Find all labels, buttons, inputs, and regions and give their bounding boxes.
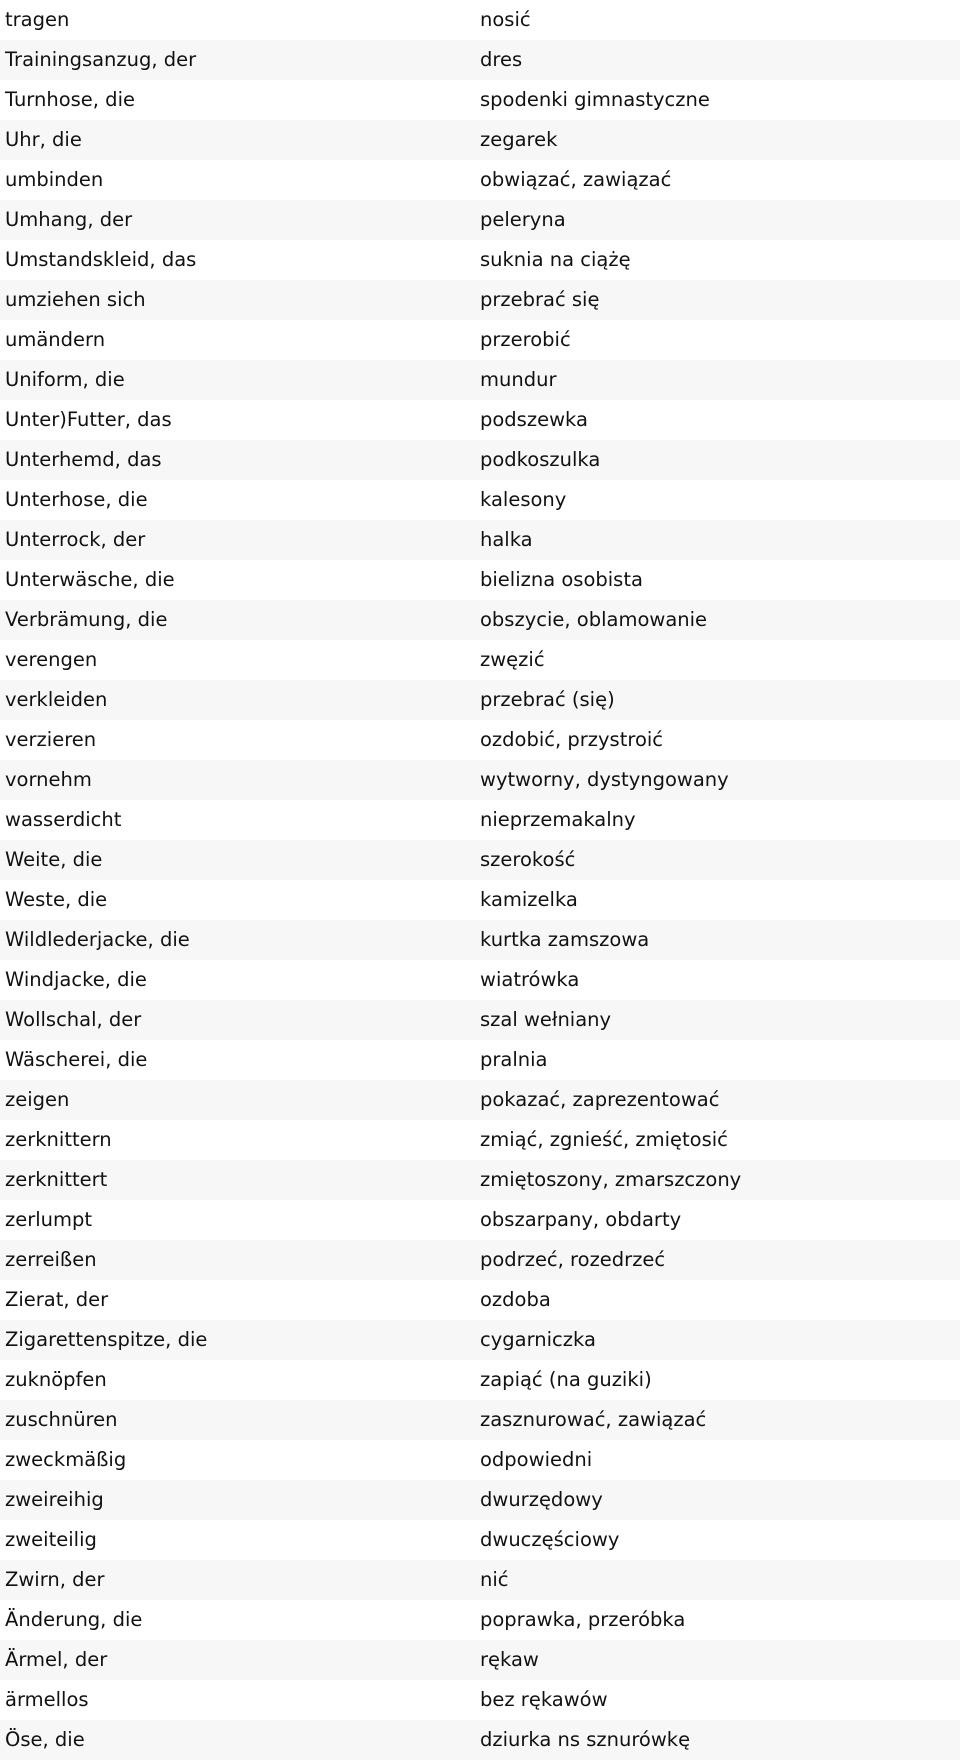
polish-translation: cygarniczka	[478, 1320, 960, 1360]
table-row	[0, 1160, 960, 1200]
polish-translation: dwurzędowy	[478, 1480, 960, 1520]
polish-translation: zasznurować, zawiązać	[478, 1400, 960, 1440]
polish-translation: nosić	[480, 8, 531, 31]
table-row	[0, 1640, 960, 1680]
german-term: umziehen sich	[0, 280, 478, 320]
table-row	[0, 1120, 960, 1160]
table-row	[0, 1240, 960, 1280]
table-row	[0, 640, 960, 680]
german-term: zerreißen	[0, 1240, 478, 1280]
german-term: Windjacke, die	[5, 968, 147, 991]
polish-translation: szal wełniany	[478, 1000, 960, 1040]
german-term: zeigen	[0, 1080, 478, 1120]
german-term: zuschnüren	[0, 1400, 478, 1440]
polish-translation: podrzeć, rozedrzeć	[478, 1240, 960, 1280]
polish-translation: mundur	[478, 360, 960, 400]
table-row	[0, 520, 960, 560]
german-term: Zierat, der	[5, 1288, 109, 1311]
german-term: ärmellos	[5, 1688, 89, 1711]
polish-translation: wiatrówka	[480, 968, 580, 991]
polish-translation: ozdoba	[480, 1288, 551, 1311]
table-row	[0, 1520, 960, 1560]
german-term: Unterrock, der	[0, 520, 478, 560]
table-row	[0, 1600, 960, 1640]
german-term: Uhr, die	[0, 120, 478, 160]
table-row	[0, 80, 960, 120]
table-row	[0, 840, 960, 880]
german-term: Öse, die	[0, 1720, 478, 1760]
table-row	[0, 720, 960, 760]
table-row	[0, 1400, 960, 1440]
german-term: Wildlederjacke, die	[0, 920, 478, 960]
polish-translation: obwiązać, zawiązać	[480, 168, 672, 191]
polish-translation: halka	[478, 520, 960, 560]
table-row	[0, 600, 960, 640]
polish-translation: kalesony	[480, 488, 567, 511]
german-term: zweireihig	[0, 1480, 478, 1520]
polish-translation: obszarpany, obdarty	[480, 1208, 682, 1231]
table-row	[0, 1200, 960, 1240]
table-row	[0, 480, 960, 520]
table-row	[0, 960, 960, 1000]
polish-translation: pralnia	[480, 1048, 548, 1071]
german-term: zweiteilig	[5, 1528, 97, 1551]
table-row	[0, 160, 960, 200]
table-row	[0, 40, 960, 80]
german-term: umbinden	[5, 168, 104, 191]
table-row	[0, 1040, 960, 1080]
table-row	[0, 1080, 960, 1120]
table-row	[0, 1320, 960, 1360]
table-row	[0, 760, 960, 800]
german-term: zerknittert	[0, 1160, 478, 1200]
german-term: Trainingsanzug, der	[0, 40, 478, 80]
table-row	[0, 440, 960, 480]
german-term: zerlumpt	[5, 1208, 93, 1231]
german-term: zerknittern	[5, 1128, 112, 1151]
table-row	[0, 1720, 960, 1760]
polish-translation: podszewka	[480, 408, 588, 431]
polish-translation: przebrać (się)	[478, 680, 960, 720]
polish-translation: zwęzić	[480, 648, 545, 671]
polish-translation: pokazać, zaprezentować	[478, 1080, 960, 1120]
german-term: Unter)Futter, das	[5, 408, 172, 431]
german-term: wasserdicht	[5, 808, 122, 831]
polish-translation: zmiętoszony, zmarszczony	[478, 1160, 960, 1200]
table-row	[0, 1440, 960, 1480]
polish-translation: zmiąć, zgnieść, zmiętosić	[480, 1128, 728, 1151]
german-term: verkleiden	[0, 680, 478, 720]
german-term: Unterwäsche, die	[5, 568, 175, 591]
table-row	[0, 240, 960, 280]
german-term: Ärmel, der	[0, 1640, 478, 1680]
table-row	[0, 880, 960, 920]
german-term: Wäscherei, die	[5, 1048, 148, 1071]
german-term: zweckmäßig	[5, 1448, 127, 1471]
polish-translation: odpowiedni	[480, 1448, 593, 1471]
polish-translation: zegarek	[478, 120, 960, 160]
polish-translation: dres	[478, 40, 960, 80]
table-row	[0, 1000, 960, 1040]
table-row	[0, 200, 960, 240]
german-term: Turnhose, die	[5, 88, 135, 111]
polish-translation: rękaw	[478, 1640, 960, 1680]
polish-translation: przebrać się	[478, 280, 960, 320]
german-term: Zigarettenspitze, die	[0, 1320, 478, 1360]
polish-translation: suknia na ciążę	[480, 248, 631, 271]
german-term: zuknöpfen	[5, 1368, 107, 1391]
german-term: umändern	[5, 328, 106, 351]
polish-translation: szerokość	[478, 840, 960, 880]
german-term: Wollschal, der	[0, 1000, 478, 1040]
polish-translation: bielizna osobista	[480, 568, 643, 591]
german-term: Änderung, die	[5, 1608, 143, 1631]
polish-translation: kamizelka	[480, 888, 578, 911]
table-row	[0, 920, 960, 960]
german-term: verengen	[5, 648, 98, 671]
polish-translation: dwuczęściowy	[480, 1528, 620, 1551]
polish-translation: podkoszulka	[478, 440, 960, 480]
polish-translation: nić	[478, 1560, 960, 1600]
german-term: tragen	[5, 8, 70, 31]
german-term: Unterhemd, das	[0, 440, 478, 480]
table-row	[0, 320, 960, 360]
polish-translation: kurtka zamszowa	[478, 920, 960, 960]
polish-translation: peleryna	[478, 200, 960, 240]
polish-translation: wytworny, dystyngowany	[478, 760, 960, 800]
table-row	[0, 680, 960, 720]
table-row	[0, 1360, 960, 1400]
table-row	[0, 560, 960, 600]
german-term: Weste, die	[5, 888, 108, 911]
table-row	[0, 1560, 960, 1600]
table-row	[0, 0, 960, 40]
table-row	[0, 1680, 960, 1720]
table-row	[0, 120, 960, 160]
polish-translation: spodenki gimnastyczne	[480, 88, 710, 111]
table-row	[0, 400, 960, 440]
german-term: Zwirn, der	[0, 1560, 478, 1600]
german-term: Unterhose, die	[5, 488, 148, 511]
table-row	[0, 360, 960, 400]
german-term: verzieren	[5, 728, 97, 751]
polish-translation: przerobić	[480, 328, 571, 351]
polish-translation: bez rękawów	[480, 1688, 608, 1711]
polish-translation: poprawka, przeróbka	[480, 1608, 686, 1631]
polish-translation: zapiąć (na guziki)	[480, 1368, 652, 1391]
german-term: Uniform, die	[0, 360, 478, 400]
polish-translation: ozdobić, przystroić	[480, 728, 664, 751]
table-row	[0, 800, 960, 840]
table-row	[0, 280, 960, 320]
german-term: Weite, die	[0, 840, 478, 880]
german-term: Umstandskleid, das	[5, 248, 197, 271]
german-term: Umhang, der	[0, 200, 478, 240]
table-row	[0, 1480, 960, 1520]
german-term: vornehm	[0, 760, 478, 800]
table-row	[0, 1280, 960, 1320]
polish-translation: obszycie, oblamowanie	[478, 600, 960, 640]
polish-translation: dziurka ns sznurówkę	[478, 1720, 960, 1760]
german-term: Verbrämung, die	[0, 600, 478, 640]
polish-translation: nieprzemakalny	[480, 808, 636, 831]
